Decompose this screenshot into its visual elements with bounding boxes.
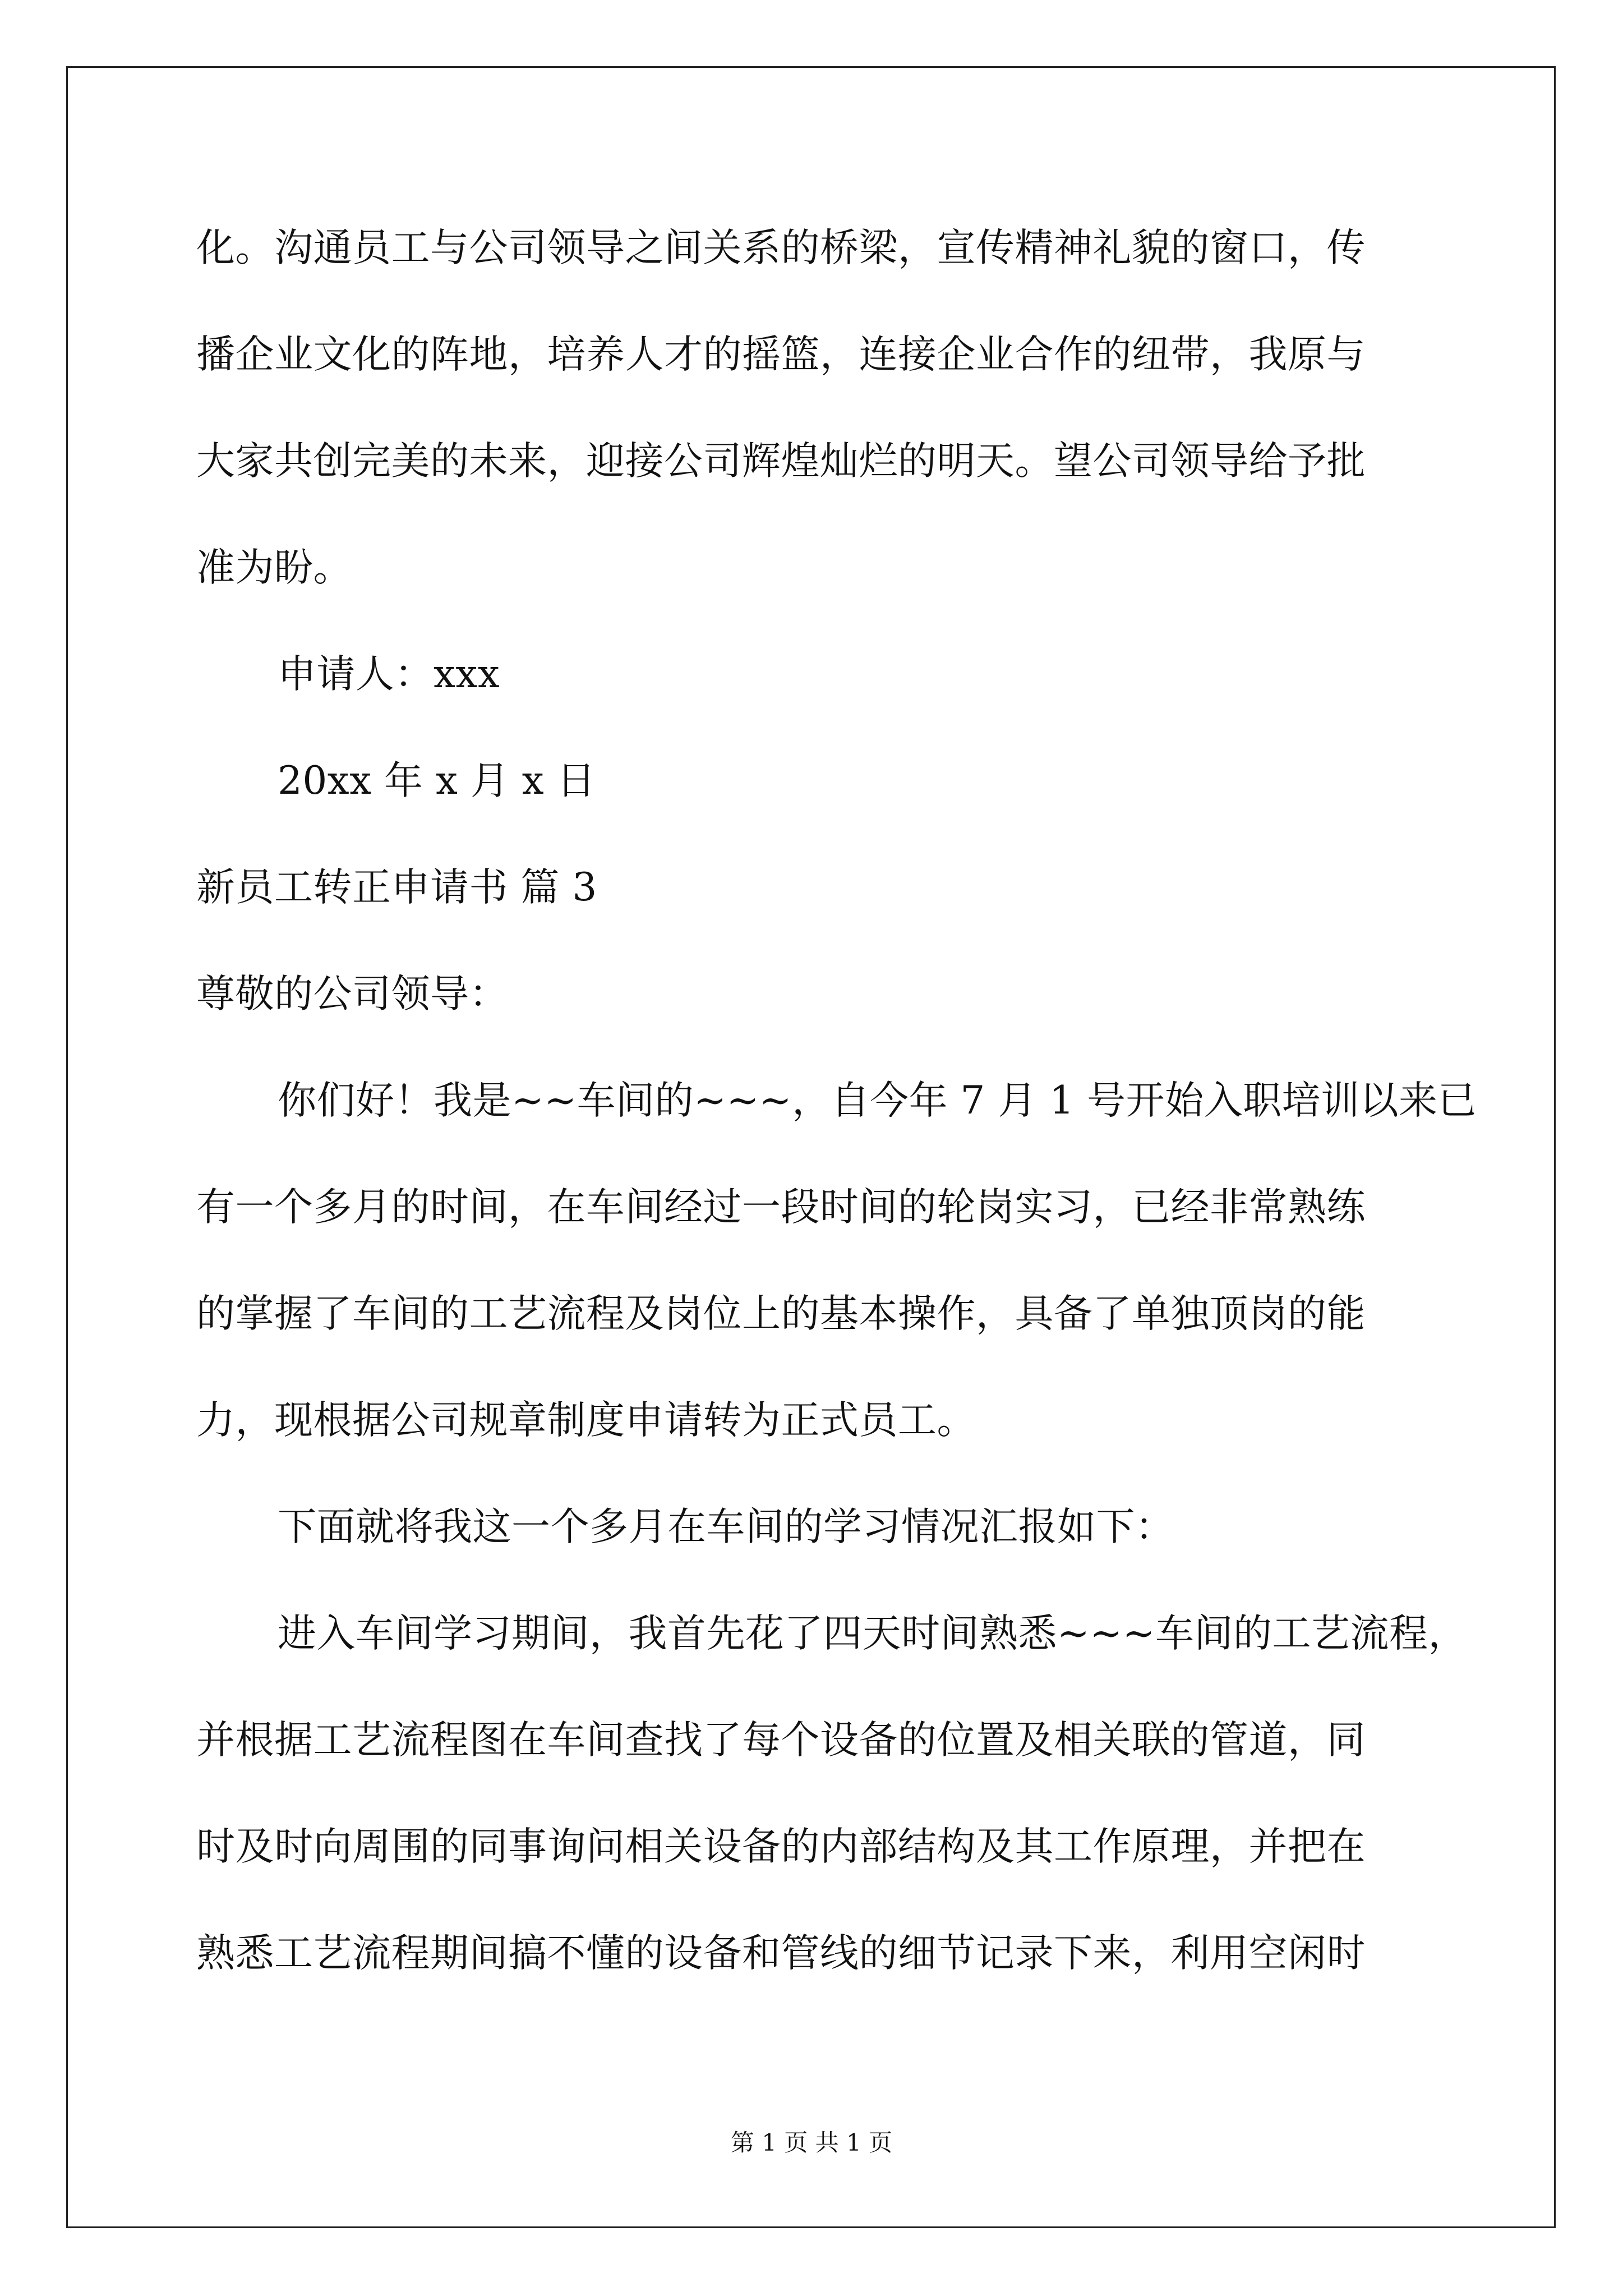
paragraph-line: 化。沟通员工与公司领导之间关系的桥梁，宣传精神礼貌的窗口，传 <box>196 226 1366 270</box>
paragraph-line: 大家共创完美的未来，迎接公司辉煌灿烂的明天。望公司领导给予批 <box>196 439 1366 484</box>
date-line: 20xx 年 x 月 x 日 <box>278 758 596 803</box>
paragraph-line: 的掌握了车间的工艺流程及岗位上的基本操作，具备了单独顶岗的能 <box>196 1291 1366 1336</box>
paragraph-line: 并根据工艺流程图在车间查找了每个设备的位置及相关联的管道，同 <box>196 1718 1366 1763</box>
page-frame <box>66 66 1556 2228</box>
paragraph-line: 下面就将我这一个多月在车间的学习情况汇报如下： <box>278 1504 1174 1549</box>
paragraph-line: 有一个多月的时间，在车间经过一段时间的轮岗实习，已经非常熟练 <box>196 1185 1366 1230</box>
paragraph-line: 播企业文化的阵地，培养人才的摇篮，连接企业合作的纽带，我原与 <box>196 332 1366 377</box>
salutation: 尊敬的公司领导： <box>196 972 508 1016</box>
paragraph-line: 力，现根据公司规章制度申请转为正式员工。 <box>196 1398 976 1443</box>
page-number-footer: 第 1 页 共 1 页 <box>730 2129 893 2156</box>
paragraph-line: 进入车间学习期间，我首先花了四天时间熟悉~~~车间的工艺流程， <box>278 1611 1467 1656</box>
applicant-line: 申请人：xxx <box>278 652 500 697</box>
section-title: 新员工转正申请书 篇 3 <box>196 865 597 910</box>
paragraph-line: 你们好！我是~~车间的~~~，自今年 7 月 1 号开始入职培训以来已 <box>278 1078 1477 1123</box>
paragraph-line: 时及时向周围的同事询问相关设备的内部结构及其工作原理，并把在 <box>196 1824 1366 1869</box>
paragraph-line: 准为盼。 <box>196 545 352 590</box>
paragraph-line: 熟悉工艺流程期间搞不懂的设备和管线的细节记录下来，利用空闲时 <box>196 1931 1366 1976</box>
